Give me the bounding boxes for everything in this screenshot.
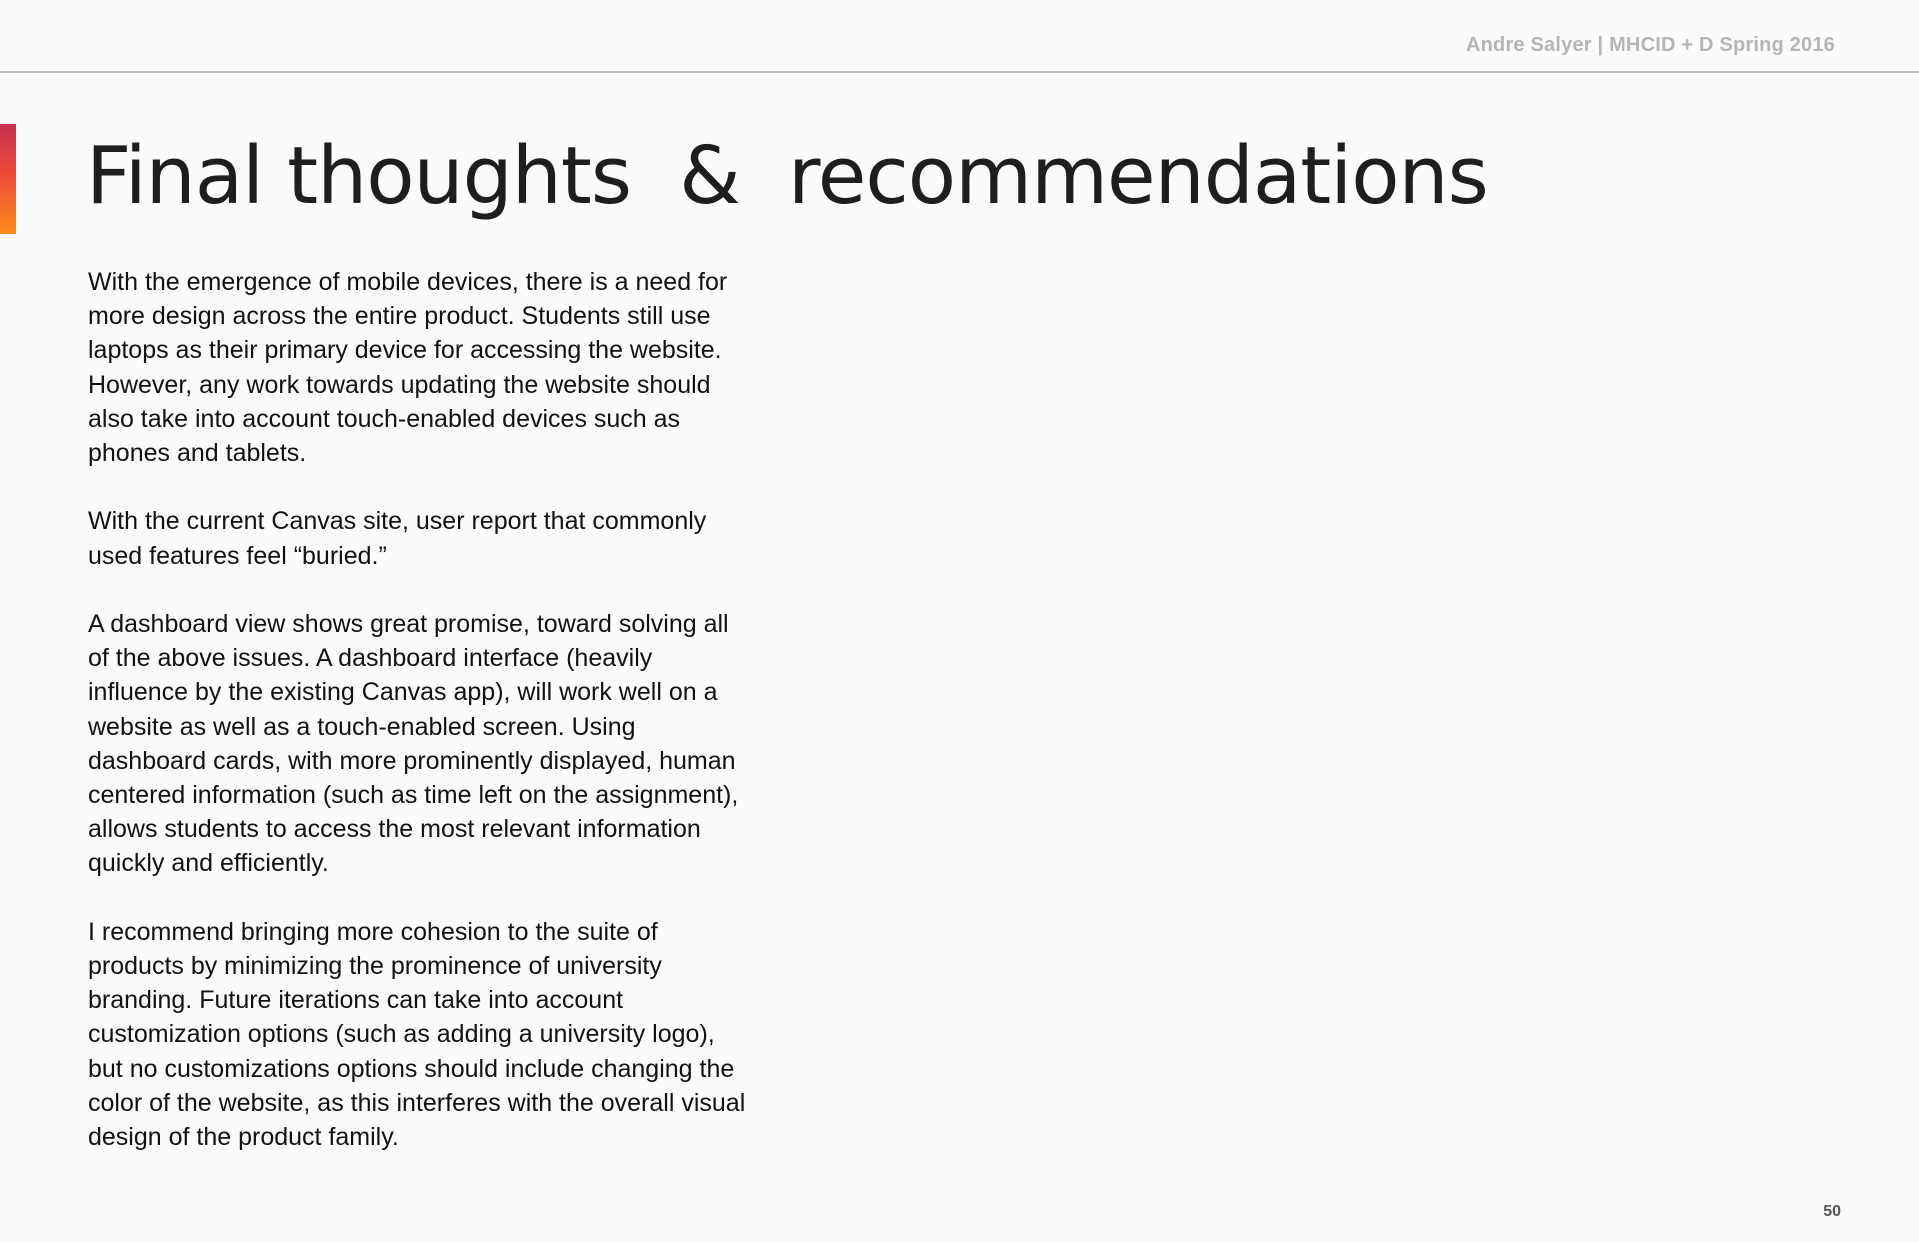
paragraph-branding-recommendation: I recommend bringing more cohesion to the suite of products by minimizing the prominence of university branding. Future iterations can take into account customization options (such as adding a university logo), but no customizations options should include changing the color of the website, as this interferes with the overall visual design of the product family.	[88, 917, 746, 1152]
paragraph-buried-features: With the current Canvas site, user report that commonly used features feel “buried.”	[88, 507, 707, 570]
header-author: Andre Salyer | MHCID + D Spring 2016	[1465, 34, 1835, 56]
paragraph-mobile-devices: With the emergence of mobile devices, there is a need for more design across the entire product. Students still use laptops as their primary device for accessing the website. However, any work towards updating the website should also take into account touch-enabled devices such as phones and tablets.	[88, 268, 728, 468]
paragraph-dashboard-view: A dashboard view shows great promise, toward solving all of the above issues. A dashboard interface (heavily influence by the existing Canvas app), will work well on a website as well as a touch-enabled screen. Using dashboard cards, with more prominently displayed, human centered information (such as time left on the assignment), allows students to access the most relevant information quickly and efficiently.	[88, 610, 739, 878]
body-text	[88, 265, 748, 1188]
header-divider	[0, 71, 1919, 73]
page-number: 50	[1823, 1203, 1841, 1220]
page-title: Final thoughts & recommendations	[86, 130, 1488, 222]
title-accent-bar	[0, 124, 16, 234]
